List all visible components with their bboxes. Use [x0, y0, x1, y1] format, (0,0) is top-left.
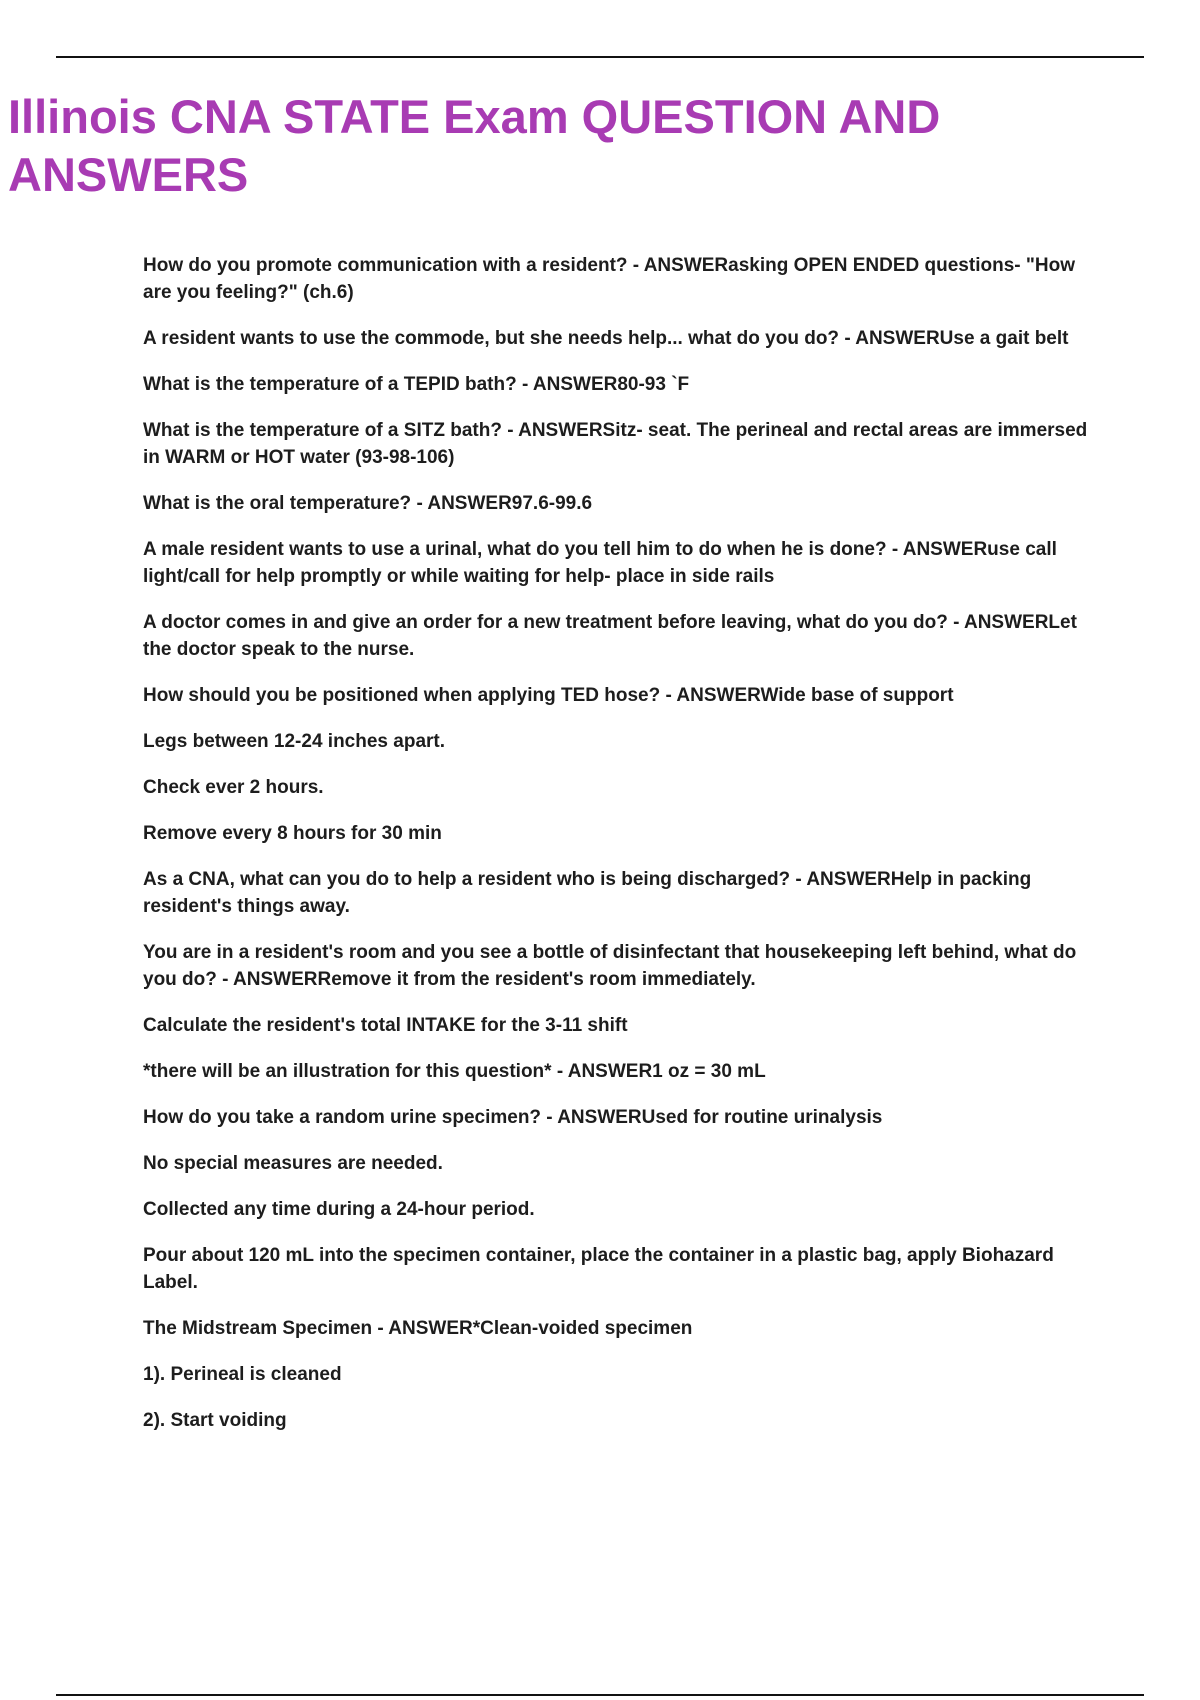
qa-entry: How do you take a random urine specimen? - ANSWERUsed for routine urinalysis: [143, 1107, 883, 1128]
qa-entry: *there will be an illustration for this question* - ANSWER1 oz = 30 mL: [143, 1061, 766, 1082]
qa-entry: Legs between 12-24 inches apart.: [143, 731, 446, 752]
qa-entry: A resident wants to use the commode, but she needs help... what do you do? - ANSWERUse a gait belt: [143, 328, 1069, 349]
qa-entry: What is the temperature of a SITZ bath? - ANSWERSitz- seat. The perineal and rectal areas are immersed in WARM or HOT water (93-98-106): [143, 420, 1088, 468]
qa-entry: Pour about 120 mL into the specimen container, place the container in a plastic bag, apply Biohazard Label.: [143, 1245, 1054, 1293]
qa-entry: Collected any time during a 24-hour period.: [143, 1199, 535, 1220]
qa-entry: 2). Start voiding: [143, 1410, 287, 1431]
qa-entry: You are in a resident's room and you see a bottle of disinfectant that housekeeping left behind, what do you do? - ANSWERRemove it from the resident's room immediately.: [143, 942, 1077, 990]
qa-entry: What is the oral temperature? - ANSWER97.6-99.6: [143, 493, 593, 514]
qa-entry: Calculate the resident's total INTAKE for the 3-11 shift: [143, 1015, 628, 1036]
qa-entry: A doctor comes in and give an order for a new treatment before leaving, what do you do? - ANSWERLet the doctor speak to the nurse.: [143, 612, 1077, 660]
qa-entry: The Midstream Specimen - ANSWER*Clean-voided specimen: [143, 1318, 693, 1339]
top-rule: [56, 56, 1144, 58]
qa-entry: What is the temperature of a TEPID bath? - ANSWER80-93 `F: [143, 374, 690, 395]
bottom-rule: [56, 1694, 1144, 1696]
qa-entry: Check ever 2 hours.: [143, 777, 324, 798]
document-title: Illinois CNA STATE Exam QUESTION AND ANSWERS: [8, 90, 941, 201]
qa-entry: A male resident wants to use a urinal, what do you tell him to do when he is done? - ANSWERuse call light/call for help promptly or while waiting for help- place in side rails: [143, 539, 1057, 587]
qa-entry: 1). Perineal is cleaned: [143, 1364, 342, 1385]
qa-entry: How should you be positioned when applying TED hose? - ANSWERWide base of support: [143, 685, 954, 706]
qa-entry: No special measures are needed.: [143, 1153, 443, 1174]
qa-entry: As a CNA, what can you do to help a resident who is being discharged? - ANSWERHelp in packing resident's things away.: [143, 869, 1032, 917]
qa-entry: How do you promote communication with a resident? - ANSWERasking OPEN ENDED questions- "How are you feeling?" (ch.6): [143, 255, 1075, 303]
qa-list: [143, 252, 1098, 1453]
qa-entry: Remove every 8 hours for 30 min: [143, 823, 442, 844]
